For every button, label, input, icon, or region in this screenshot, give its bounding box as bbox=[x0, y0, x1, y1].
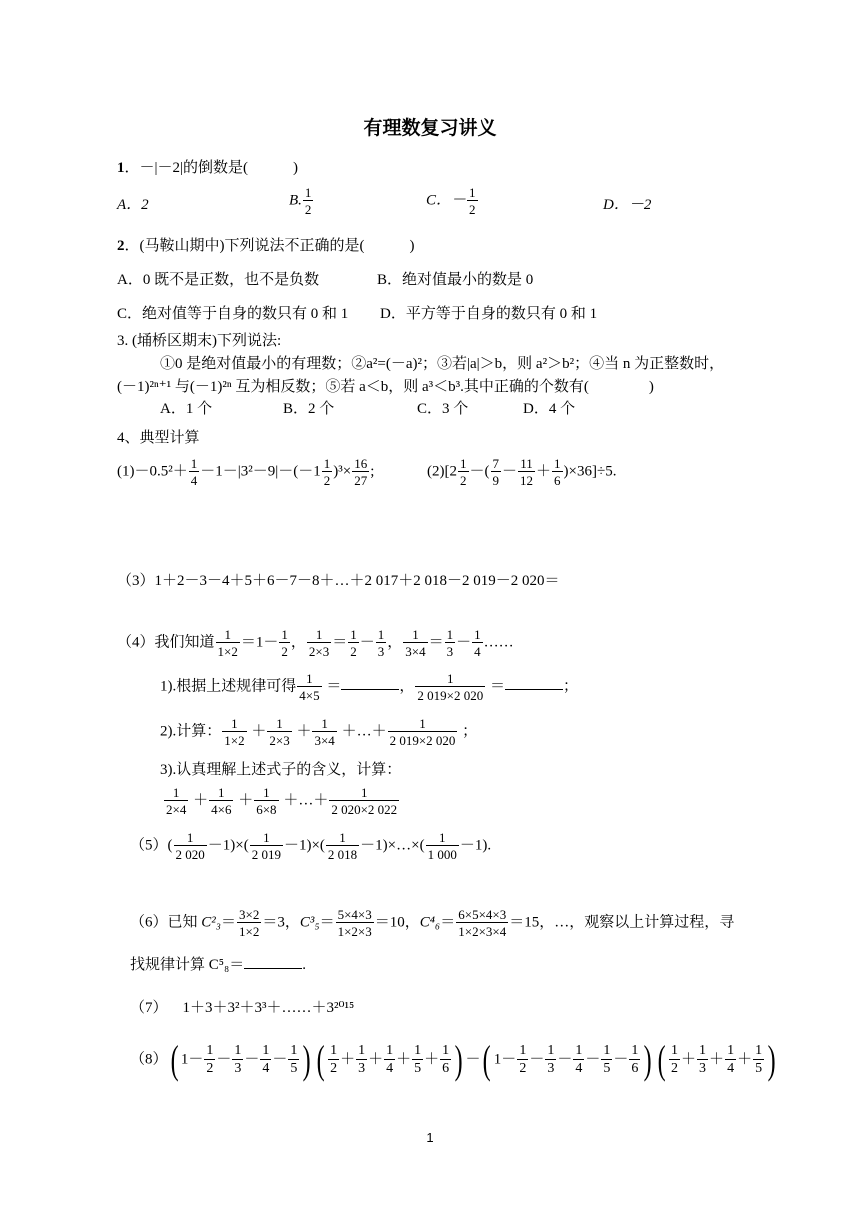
question-1-stem: 1．－|－2|的倒数是( ) bbox=[117, 160, 298, 176]
q2-option-c: C．绝对值等于自身的数只有 0 和 1 bbox=[117, 306, 349, 322]
calc-1: (1)－0.5²＋ $\frac{1}{4}$ －1－|3²－9|－(－1 $\frac{1}{2}$ )³× $\frac{16}{27}$ ; bbox=[117, 456, 375, 488]
q1-option-c: C．－ $\frac{1}{2}$ bbox=[426, 185, 476, 217]
q2-option-d: D．平方等于自身的数只有 0 和 1 bbox=[380, 306, 598, 322]
section-heading: 4、典型计算 bbox=[117, 430, 200, 446]
q1-option-b: B. $\frac{1}{2}$ bbox=[289, 185, 312, 217]
question-2-stem: 2．(马鞍山期中)下列说法不正确的是( ) bbox=[117, 238, 415, 254]
q1-option-d: D．－2 bbox=[603, 197, 652, 213]
q3-statement-line-2: (－1)²ⁿ⁺¹ 与(－1)²ⁿ 互为相反数；⑤若 a＜b，则 a³＜b³.其中正确的个数有( ) bbox=[117, 379, 654, 395]
calc-5: （5）( $\frac{1}{2 020}$ －1)×( $\frac{1}{2 019}$ －1)×( $\frac{1}{2 018}$ －1)×…×( $\frac{1}{1 000}$ －1). bbox=[130, 830, 492, 862]
q3-option-c: C．3 个 bbox=[417, 401, 469, 417]
answer-blank[interactable] bbox=[244, 967, 302, 969]
calc-4-sub-1: 1).根据上述规律可得 $\frac{1}{4\times 5}$ ＝ ， $\frac{1}{2 019\times 2 020}$ ＝ ； bbox=[160, 671, 578, 703]
q3-statement-line-1: ①0 是绝对值最小的有理数；②a²=(－a)²；③若|a|＞b，则 a²＞b²；④当 n 为正整数时， bbox=[160, 356, 725, 372]
calc-4-intro: （4）我们知道 $\frac{1}{1\times 2}$ ＝1－ $\frac{1}{2}$ ， $\frac{1}{2\times 3}$ ＝ $\frac{1}{2}$ － $\frac{1}{3}$ ， $\frac{1}{3\times 4}$ ＝ $\frac{1}{3}$ － $\frac{1}{4}$ …… bbox=[117, 627, 514, 659]
calc-8: （8）( 1－ $\frac{1}{2}$ － $\frac{1}{3}$ － $\frac{1}{4}$ － $\frac{1}{5}$ ) ( $\frac{1}{2}$ ＋ $\frac{1}{3}$ ＋ $\frac{1}{4}$ ＋ $\frac{1}{5}$ ＋ $\frac{1}{6}$ ) －( 1－ $\frac{1}{2}$ － $\frac{1}{3}$ － $\frac{1}{4}$ － $\frac{1}{5}$ － $\frac{1}{6}$ ) ( $\frac{1}{2}$ ＋ $\frac{1}{3}$ ＋ $\frac{1}{4}$ ＋ $\frac{1}{5}$ ) bbox=[130, 1037, 776, 1082]
answer-blank[interactable] bbox=[505, 688, 563, 690]
page-number: 1 bbox=[426, 1130, 434, 1145]
calc-7: （7） 1＋3＋3²＋3³＋……＋3²⁰¹⁵ bbox=[130, 1000, 355, 1016]
calc-4-sub-3-expr: $\frac{1}{2\times 4}$ ＋ $\frac{1}{4\times 6}$ ＋ $\frac{1}{6\times 8}$ ＋…＋ $\frac{1}{2 020\times 2 022}$ bbox=[166, 785, 398, 817]
page-title: 有理数复习讲义 bbox=[363, 117, 497, 139]
calc-4-sub-3: 3).认真理解上述式子的含义，计算： bbox=[160, 762, 402, 778]
calc-6-line-1: （6）已知 C²₃＝ $\frac{3\times 2}{1\times 2}$ ＝3，C³₅＝ $\frac{5\times 4\times 3}{1\times 2\times 3}$ ＝10，C⁴₆＝ $\frac{6\times 5\times 4\times 3}{1\times 2\times 3\times 4}$ ＝15，…，观察以上计算过程，寻 bbox=[130, 907, 735, 939]
q3-option-a: A．1 个 bbox=[160, 401, 213, 417]
calc-3: （3）1＋2－3－4＋5＋6－7－8＋…＋2 017＋2 018－2 019－2 020＝ bbox=[117, 573, 560, 589]
calc-4-sub-2: 2).计算： $\frac{1}{1\times 2}$ ＋ $\frac{1}{2\times 3}$ ＋ $\frac{1}{3\times 4}$ ＋…＋ $\frac{1}{2 019\times 2 020}$ ； bbox=[160, 716, 478, 748]
q3-option-b: B．2 个 bbox=[283, 401, 335, 417]
q2-option-b: B．绝对值最小的数是 0 bbox=[377, 272, 534, 288]
q3-option-d: D．4 个 bbox=[523, 401, 576, 417]
q2-option-a: A．0 既不是正数，也不是负数 bbox=[117, 272, 320, 288]
answer-blank[interactable] bbox=[341, 688, 399, 690]
calc-6-line-2: 找规律计算 C⁵₈＝ . bbox=[130, 957, 306, 973]
q1-option-a: A．2 bbox=[117, 197, 149, 213]
question-3-stem: 3. (埇桥区期末)下列说法: bbox=[117, 333, 282, 349]
calc-2: (2)[2 $\frac{1}{2}$ －( $\frac{7}{9}$ － $\frac{11}{12}$ ＋ $\frac{1}{6}$ )×36]÷5. bbox=[427, 456, 617, 488]
